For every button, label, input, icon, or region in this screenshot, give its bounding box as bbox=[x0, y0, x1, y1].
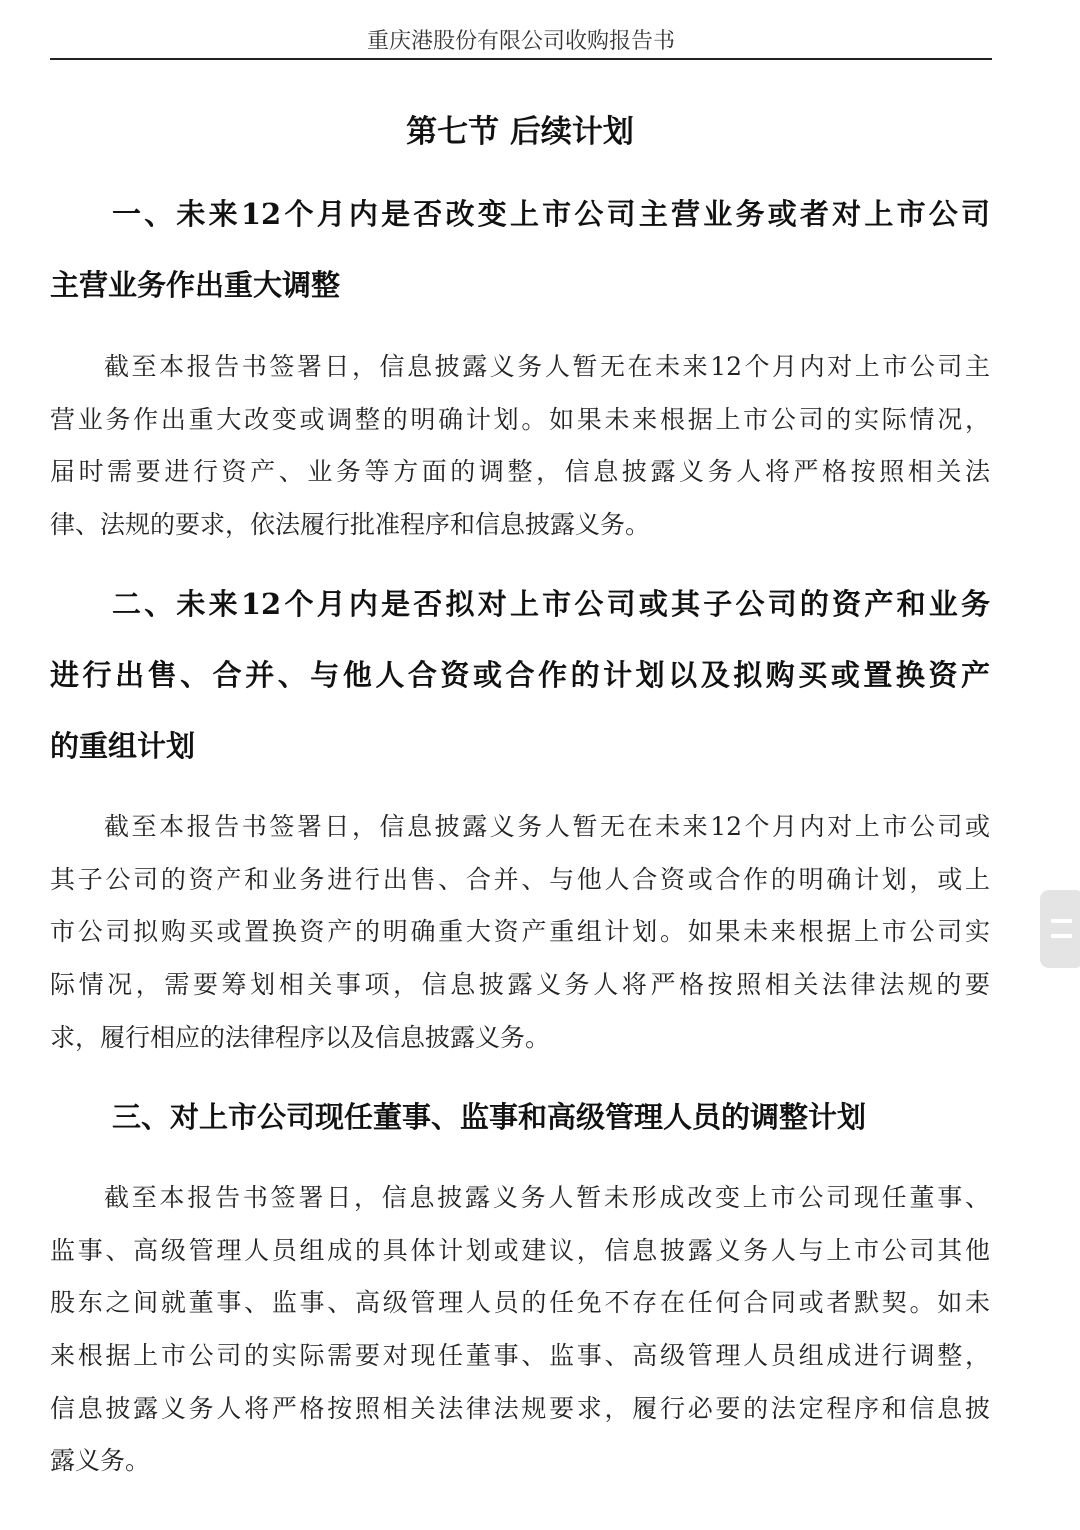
paragraph-line: 截至本报告书签署日，信息披露义务人暂无在未来12个月内对上市公司主 bbox=[104, 352, 990, 381]
paragraph-line: 截至本报告书签署日，信息披露义务人暂无在未来12个月内对上市公司或 bbox=[104, 812, 990, 841]
paragraph-line: 监事、高级管理人员组成的具体计划或建议，信息披露义务人与上市公司其他 bbox=[50, 1235, 990, 1265]
section-heading bbox=[50, 1082, 990, 1153]
paragraph-line: 营业务作出重大改变或调整的明确计划。如果未来根据上市公司的实际情况， bbox=[50, 404, 990, 434]
paragraph-line: 律、法规的要求，依法履行批准程序和信息披露义务。 bbox=[50, 510, 651, 540]
paragraph-line: 截至本报告书签署日，信息披露义务人暂未形成改变上市公司现任董事、 bbox=[104, 1183, 990, 1212]
header-divider bbox=[50, 58, 992, 60]
paragraph-line: 求，履行相应的法律程序以及信息披露义务。 bbox=[50, 1022, 551, 1052]
heading-line: 三、对上市公司现任董事、监事和高级管理人员的调整计划 bbox=[112, 1100, 867, 1134]
section-title: 第七节 后续计划 bbox=[406, 114, 634, 150]
paragraph-line: 来根据上市公司的实际需要对现任董事、监事、高级管理人员组成进行调整， bbox=[50, 1341, 990, 1371]
heading-line: 二、未来12个月内是否拟对上市公司或其子公司的资产和业务 bbox=[112, 587, 990, 621]
heading-line: 一、未来12个月内是否改变上市公司主营业务或者对上市公司 bbox=[112, 197, 990, 231]
paragraph-line: 股东之间就董事、监事、高级管理人员的任免不存在任何合同或者默契。如未 bbox=[50, 1288, 990, 1318]
paragraph-line: 其子公司的资产和业务进行出售、合并、与他人合资或合作的明确计划，或上 bbox=[50, 864, 990, 894]
section-heading bbox=[50, 569, 990, 782]
paragraph-line: 信息披露义务人将严格按照相关法律法规要求，履行必要的法定程序和信息披 bbox=[50, 1393, 990, 1423]
body-paragraph bbox=[50, 341, 990, 552]
paragraph-line: 露义务。 bbox=[50, 1446, 151, 1476]
section-heading bbox=[50, 179, 990, 321]
heading-line: 的重组计划 bbox=[50, 729, 196, 763]
paragraph-line: 际情况，需要筹划相关事项，信息披露义务人将严格按照相关法律法规的要 bbox=[50, 970, 990, 1000]
body-paragraph bbox=[50, 801, 990, 1064]
document-header: 重庆港股份有限公司收购报告书 bbox=[366, 29, 675, 54]
paragraph-line: 市公司拟购买或置换资产的明确重大资产重组计划。如果未来根据上市公司实 bbox=[50, 917, 990, 947]
body-paragraph bbox=[50, 1172, 990, 1488]
side-menu-handle[interactable] bbox=[1040, 890, 1080, 968]
paragraph-line: 届时需要进行资产、业务等方面的调整，信息披露义务人将严格按照相关法 bbox=[50, 457, 990, 487]
heading-line: 主营业务作出重大调整 bbox=[50, 268, 341, 302]
heading-line: 进行出售、合并、与他人合资或合作的计划以及拟购买或置换资产 bbox=[50, 658, 990, 692]
